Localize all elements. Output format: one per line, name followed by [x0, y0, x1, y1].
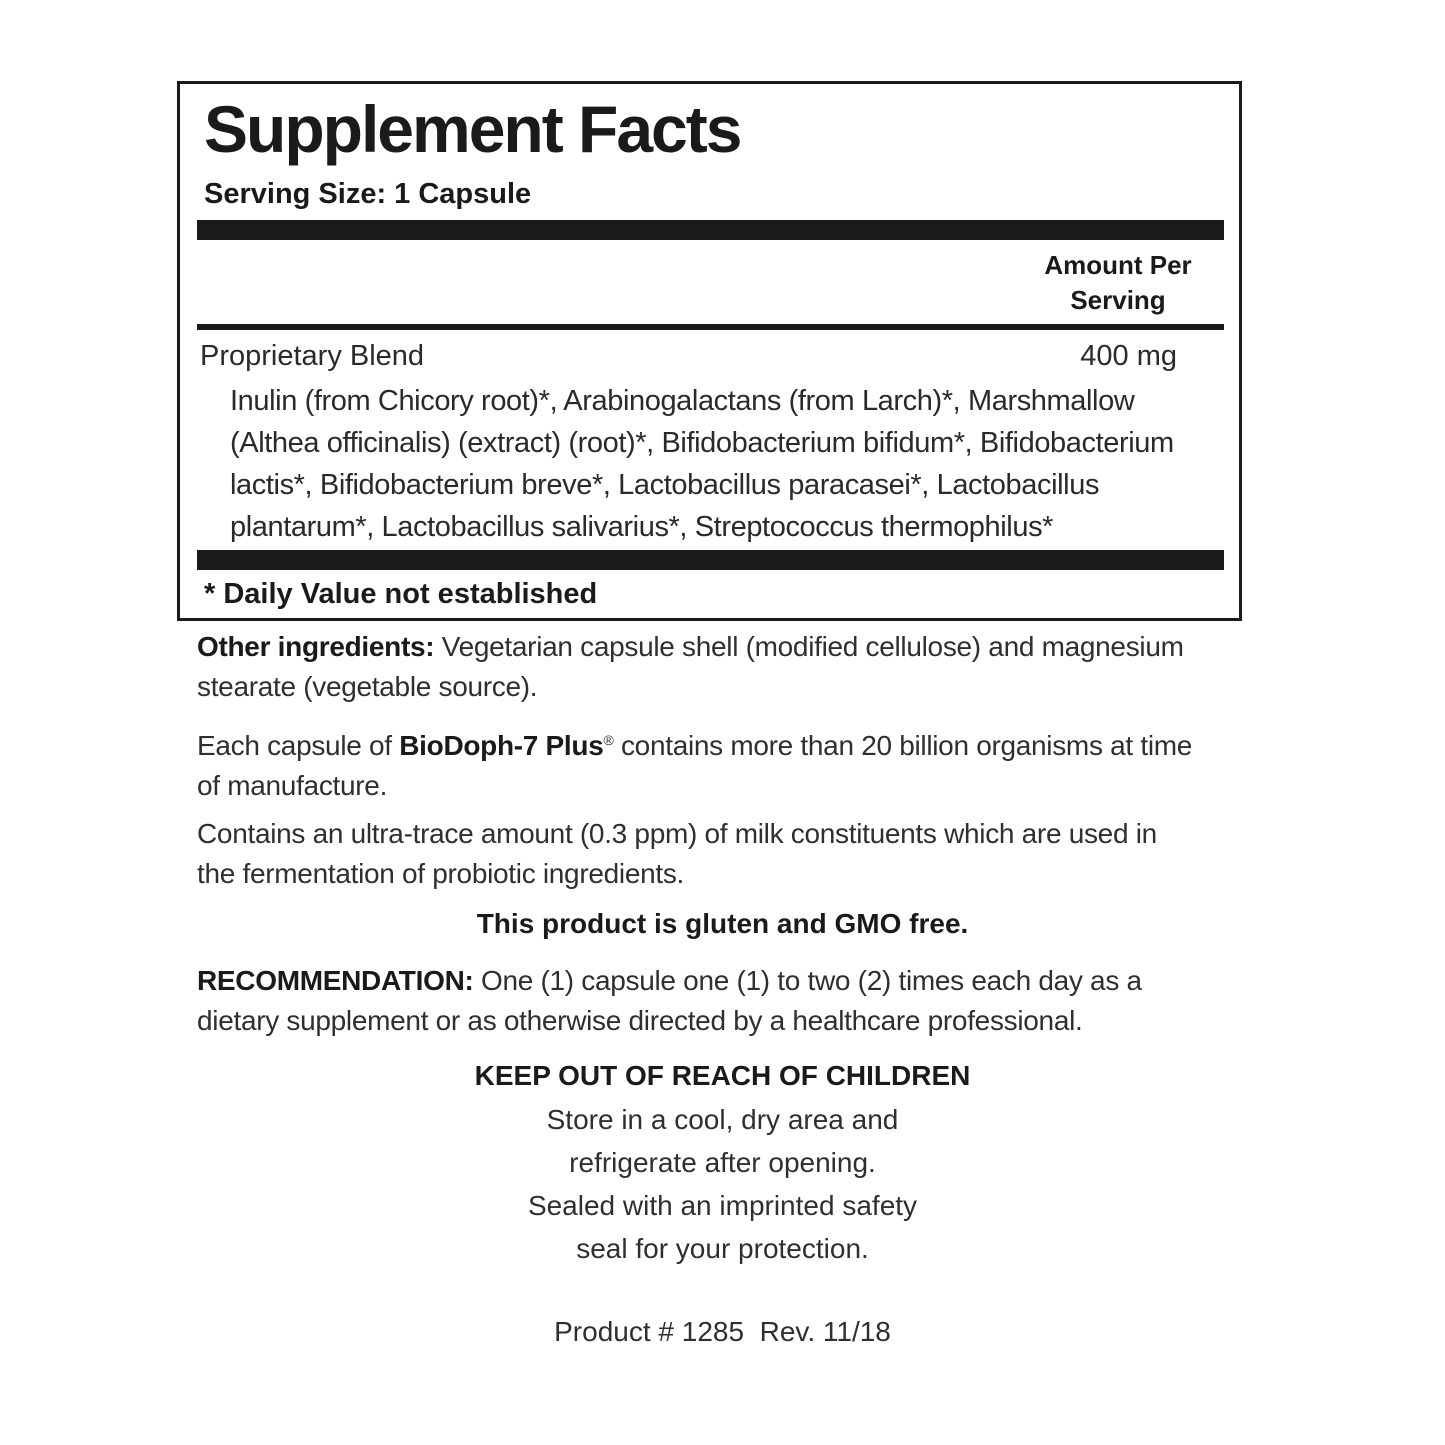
product-name: BioDoph-7 Plus	[399, 730, 604, 761]
blend-amount: 400 mg	[1080, 340, 1177, 372]
blend-ingredients: Inulin (from Chicory root)*, Arabinogalactans (from Larch)*, Marshmallow (Althea officinalis) (extract) (root)*, Bifidobacterium bifidum*, Bifidobacterium lactis*, Bifidobacterium breve*, Lactobacillus paracasei*, Lactobacillus plantarum*, Lactobacillus salivarius*, Streptococcus thermophilus*	[230, 385, 1174, 543]
amount-header-line2: Serving	[1070, 285, 1166, 315]
supplement-facts-panel	[177, 81, 1242, 621]
recommendation-label: RECOMMENDATION:	[197, 965, 474, 996]
amount-header-line1: Amount Per	[1044, 250, 1192, 280]
thick-divider-top	[197, 220, 1224, 240]
warning-heading: KEEP OUT OF REACH OF CHILDREN	[474, 1060, 971, 1091]
storage-line: Store in a cool, dry area and	[546, 1104, 899, 1135]
each-capsule-prefix: Each capsule of	[197, 730, 400, 761]
recommendation-text: One (1) capsule one (1) to two (2) times each day as a dietary supplement or as otherwise directed by a healthcare professional.	[197, 965, 1142, 1036]
panel-title: Supplement Facts	[204, 92, 741, 166]
recommendation	[197, 961, 1197, 1041]
storage-line: seal for your protection.	[576, 1233, 869, 1264]
blend-name: Proprietary Blend	[200, 340, 425, 372]
storage-instructions	[0, 1098, 1445, 1270]
organism-count-statement	[197, 720, 1197, 806]
registered-mark: ®	[603, 732, 614, 748]
each-capsule-suffix: contains more than 20 billion organisms at time of manufacture.	[197, 730, 1193, 801]
milk-notice: Contains an ultra-trace amount (0.3 ppm) of milk constituents which are used in the fermentation of probiotic ingredients.	[197, 818, 1157, 889]
storage-line: Sealed with an imprinted safety	[527, 1190, 918, 1221]
thick-divider-bottom	[197, 550, 1224, 570]
daily-value-note: * Daily Value not established	[204, 578, 598, 610]
thin-divider	[197, 324, 1224, 330]
product-number: Product # 1285 Rev. 11/18	[554, 1316, 891, 1347]
gluten-gmo-notice: This product is gluten and GMO free.	[476, 908, 969, 939]
serving-size: Serving Size: 1 Capsule	[204, 178, 532, 210]
other-ingredients-label: Other ingredients:	[197, 631, 435, 662]
amount-per-serving-header	[1033, 248, 1203, 318]
other-ingredients	[197, 627, 1197, 707]
other-ingredients-text: Vegetarian capsule shell (modified cellulose) and magnesium stearate (vegetable source).	[197, 631, 1184, 702]
storage-line: refrigerate after opening.	[569, 1147, 876, 1178]
